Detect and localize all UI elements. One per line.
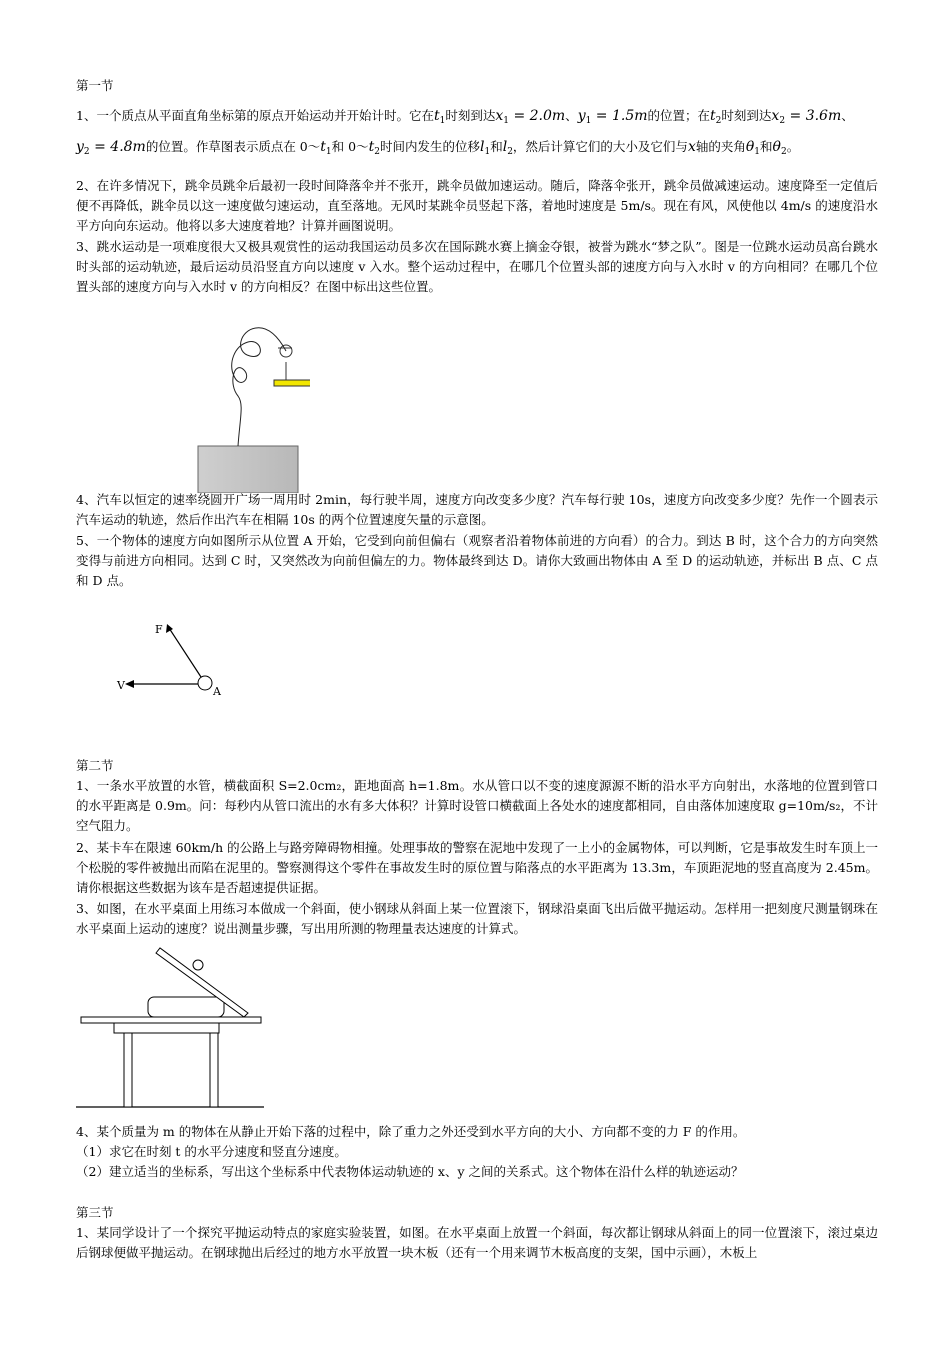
table-leg-right bbox=[210, 1033, 218, 1107]
q1-l1: $l_1$ bbox=[479, 139, 491, 157]
s3-question-1: 1、某同学设计了一个探究平抛运动特点的家庭实验装置，如图。在水平桌面上放置一个斜面，每次都让钢球从斜面上的同一位置滚下，滚过桌边后钢球便做平抛运动。在钢球抛出后经过的地方水平放置一块木板（还有一个用来调节木板高度的支架，国中示画），木板上 bbox=[76, 1225, 878, 1260]
steel-ball bbox=[193, 960, 203, 970]
label-f: F bbox=[155, 623, 163, 636]
q1-theta1: $\theta_1$ bbox=[745, 139, 761, 157]
s2-question-2: 2、某卡车在限速 60km/h 的公路上与路旁障碍物相撞。处理事故的警察在泥地中发现了一上小的金属物体，可以判断，它是事故发生时车顶上一个松脱的零件被抛出而陷在泥里的。警察测得这个零件在事故发生时的原位置与陷落点的水平距离为 13.3m，车顶距泥地的竖直高度为 2.45m。请你根据这些数据为该车是否超速提供证据。 bbox=[76, 840, 878, 895]
q1-y2: $y_2 = 4.8m$ bbox=[76, 139, 146, 157]
q1-y1: $y_1 = 1.5m$ bbox=[577, 108, 648, 126]
q1-x1: $x_1 = 2.0m$ bbox=[495, 108, 566, 126]
s1-question-5: 5、一个物体的速度方向如图所示从位置 A 开始，它受到向前但偏右（观察者沿着物体前进的方向看）的合力。到达 B 时，这个合力的方向突然变得与前进方向相同。达到 C 时，又突然改为向前但偏左的力。物体最终到达 D。请你大致画出物体由 A 至 D 的运动轨迹，并标出 B 点、C 点和 D 点。 bbox=[76, 533, 878, 588]
force-velocity-figure bbox=[115, 620, 235, 705]
section-2-heading: 第二节 bbox=[76, 758, 114, 773]
q1-t2: $t_2$ bbox=[710, 108, 722, 126]
s2-question-1: 1、一条水平放置的水管，横截面积 S=2.0cm₂，距地面高 h=1.8m。水从管口以不变的速度源源不断的沿水平方向射出，水落地的位置到管口的水平距离是 0.9m。问：每秒内从管口流出的水有多大体积？计算时设管口横截面上各处水的速度都相同，自由落体加速度取 g=10m/s₂，不计空气阻力。 bbox=[76, 778, 878, 833]
q1-t2b: $t_2$ bbox=[368, 139, 380, 157]
section-1-heading: 第一节 bbox=[76, 78, 114, 93]
diving-platform bbox=[274, 380, 310, 386]
section-3-heading: 第三节 bbox=[76, 1205, 114, 1220]
s2-question-4-1: （1）求它在时刻 t 的水平分速度和竖直分速度。 bbox=[76, 1144, 347, 1159]
q1-text-a: 1、一个质点从平面直角坐标第的原点开始运动并开始计时。它在 bbox=[76, 108, 434, 123]
q1-x2: $x_2 = 3.6m$ bbox=[771, 108, 842, 126]
q1-text-b: 时刻到达 bbox=[445, 108, 496, 123]
table-top bbox=[81, 1017, 261, 1023]
head-trajectory bbox=[232, 328, 286, 446]
s2-question-4: 4、某个质量为 m 的物体在从静止开始下落的过程中，除了重力之外还受到水平方向的大小、方向都不变的力 F 的作用。 bbox=[76, 1124, 746, 1139]
s1-question-2: 2、在许多情况下，跳伞员跳伞后最初一段时间降落伞并不张开，跳伞员做加速运动。随后，降落伞张开，跳伞员做减速运动。速度降至一定值后便不再降低，跳伞员以这一速度做匀速运动，直至落地。无风时某跳伞员竖起下落，着地时速度是 5m/s。现在有风，风使他以 4m/s 的速度沿水平方向向东运动。他将以多大速度着地？计算并画图说明。 bbox=[76, 178, 878, 233]
q1-t1: $t_1$ bbox=[433, 108, 446, 126]
q1-theta2: $\theta_2$ bbox=[772, 139, 787, 157]
diver-trajectory-figure bbox=[190, 318, 310, 493]
q1-t1b: $t_1$ bbox=[320, 139, 332, 157]
s1-question-4: 4、汽车以恒定的速率绕圆开广场一周用时 2min，每行驶半周，速度方向改变多少度？汽车每行驶 10s，速度方向改变多少度？先作一个圆表示汽车运动的轨迹，然后作出汽车在相隔 10s 的两个位置速度矢量的示意图。 bbox=[76, 492, 878, 527]
q1-x-axis: x bbox=[687, 139, 696, 155]
force-arrow bbox=[169, 628, 201, 677]
pool-water bbox=[198, 446, 298, 493]
table-ramp-figure bbox=[76, 945, 266, 1113]
s1-question-3: 3、跳水运动是一项难度很大又极具观赏性的运动我国运动员多次在国际跳水赛上摘金夺银，被誉为跳水“梦之队”。图是一位跳水运动员高台跳水时头部的运动轨迹，最后运动员沿竖直方向以速度 v 入水。整个运动过程中，在哪几个位置头部的速度方向与入水时 v 的方向相同？在哪几个位置头部的速度方向与入水时 v 的方向相反？在图中标出这些位置。 bbox=[76, 239, 878, 294]
velocity-arrowhead bbox=[125, 680, 134, 688]
label-a: A bbox=[213, 685, 221, 698]
book-support bbox=[148, 997, 224, 1017]
table-leg-left bbox=[124, 1033, 132, 1107]
q1-l2: $l_2$ bbox=[502, 139, 513, 157]
s2-question-3: 3、如图，在水平桌面上用练习本做成一个斜面，使小钢球从斜面上某一位置滚下，钢球沿桌面飞出后做平抛运动。怎样用一把刻度尺测量钢珠在水平桌面上运动的速度？说出测量步骤，写出用所测的物理量表达速度的计算式。 bbox=[76, 901, 878, 936]
s1-question-1: 1、一个质点从平面直角坐标第的原点开始运动并开始计时。它在$t_1$时刻到达$x_1 = 2.0m$、$y_1 = 1.5m$的位置；在$t_2$时刻到达$x_2 = 3.6m$、 $y_2 = 4.8m$的位置。作草图表示质点在 $0\sim t_1$和 $0\sim t_2$时间内发生的位移$l_1$和$l_2$，然后计算它们的大小及它们与x轴的夹角$\theta_1$和$\theta_2$。 bbox=[76, 108, 854, 157]
label-v: V bbox=[117, 679, 125, 692]
s2-question-4-2: （2）建立适当的坐标系，写出这个坐标系中代表物体运动轨迹的 x、y 之间的关系式。这个物体在沿什么样的轨迹运动？ bbox=[76, 1164, 744, 1179]
table-apron bbox=[114, 1023, 219, 1033]
object-a bbox=[198, 676, 212, 690]
